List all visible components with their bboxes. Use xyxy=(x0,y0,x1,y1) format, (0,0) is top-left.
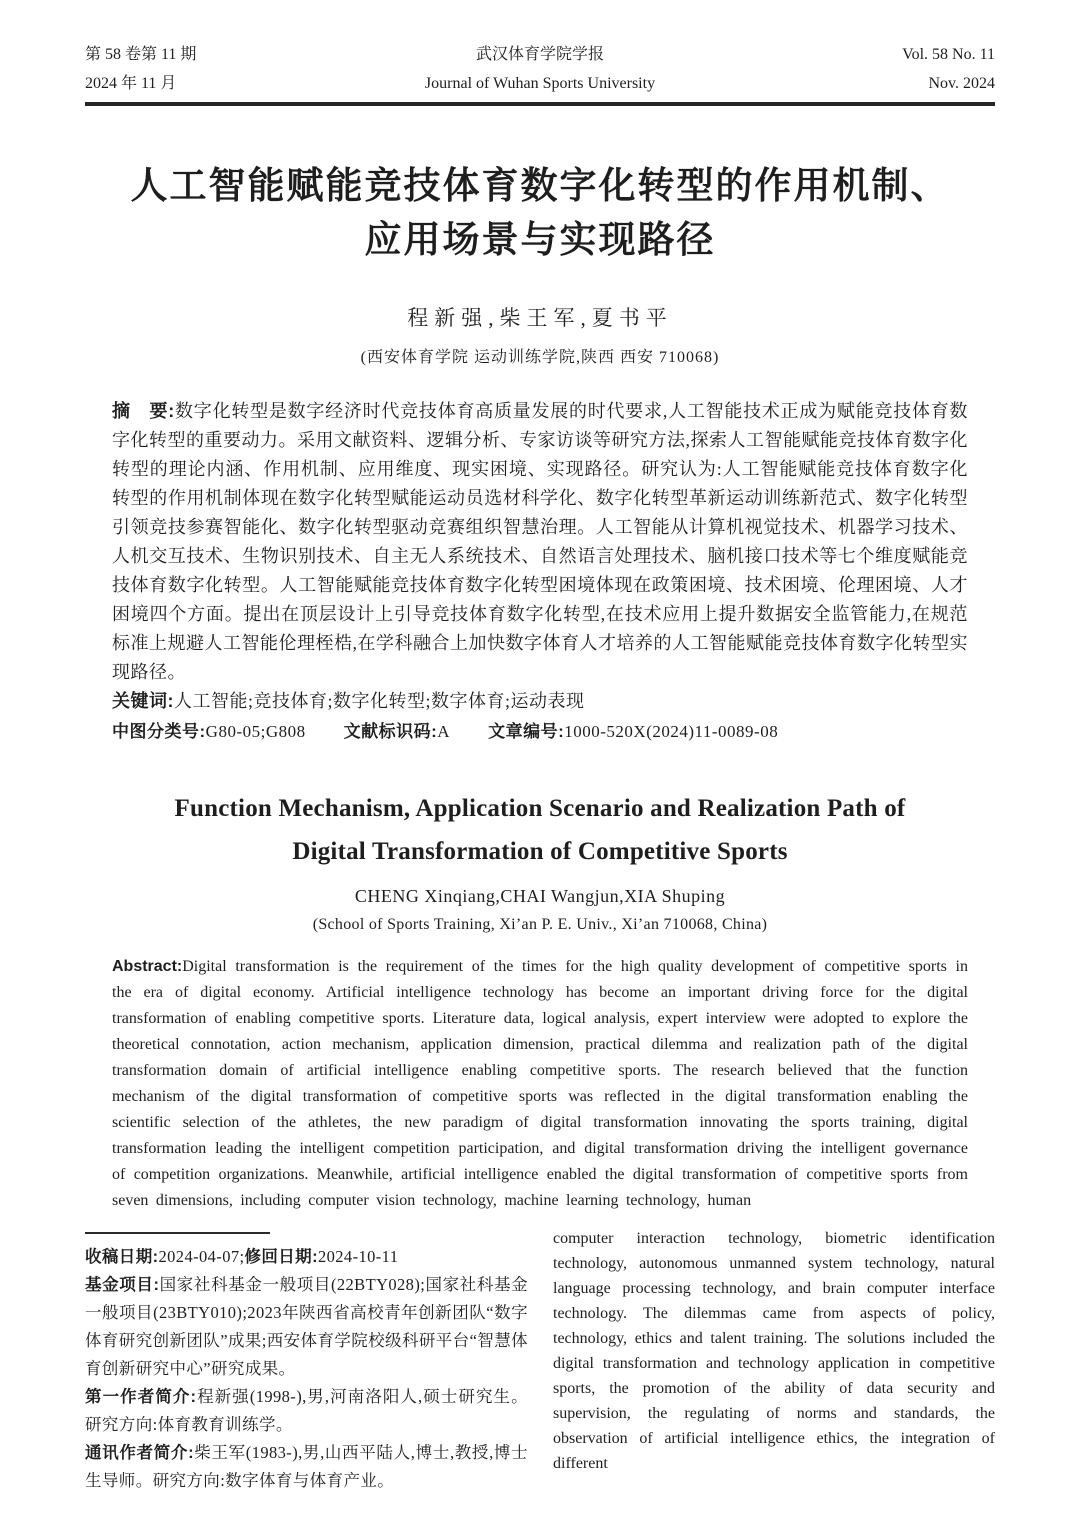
article-title-cn xyxy=(85,160,995,268)
article-title-en-line1: Function Mechanism, Application Scenario and Realization Path of xyxy=(174,795,906,822)
document-code-label: 文献标识码: xyxy=(343,722,438,741)
volume-issue-cn: 第 58 卷第 11 期 xyxy=(85,46,197,63)
revised-date-value: 2024-10-11 xyxy=(317,1247,399,1266)
article-title-cn-line2: 应用场景与实现路径 xyxy=(364,220,716,261)
abstract-label-cn: 摘 要: xyxy=(112,401,175,421)
fund-text: 国家社科基金一般项目(22BTY028);国家社科基金一般项目(23BTY010);2023年陕西省高校青年创新团队“数字体育研究创新团队”成果;西安体育学院校级科研平台“智慧体育创新研究中心”研究成果。 xyxy=(85,1275,529,1378)
clc-number xyxy=(112,722,306,741)
running-head-right xyxy=(655,40,995,98)
footnote-fund-line xyxy=(85,1271,528,1383)
footnote-separator-rule xyxy=(85,1232,270,1234)
affiliation-cn: (西安体育学院 运动训练学院,陕西 西安 710068) xyxy=(360,349,720,366)
footnote-first-author-line xyxy=(85,1383,528,1439)
journal-name-en: Journal of Wuhan Sports University xyxy=(424,75,656,92)
first-author-text: 程新强(1998-),男,河南洛阳人,硕士研究生。研究方向:体育教育训练学。 xyxy=(85,1387,529,1434)
journal-name-cn: 武汉体育学院学报 xyxy=(475,46,604,63)
authors-cn: 程新强,柴王军,夏书平 xyxy=(407,306,673,330)
abstract-en-continuation-column xyxy=(553,1226,995,1495)
abstract-paragraph-en xyxy=(112,954,968,1214)
fund-label: 基金项目: xyxy=(85,1276,160,1294)
volume-issue-en: Vol. 58 No. 11 xyxy=(902,46,995,63)
revised-date-label: 修回日期: xyxy=(244,1248,318,1266)
first-author-label: 第一作者简介: xyxy=(85,1388,197,1406)
header-divider-rule xyxy=(85,102,995,106)
article-title-cn-line1: 人工智能赋能竞技体育数字化转型的作用机制、 xyxy=(130,166,950,207)
article-title-en-line2: Digital Transformation of Competitive Sports xyxy=(292,838,788,865)
keywords-text: 人工智能;竞技体育;数字化转型;数字体育;运动表现 xyxy=(174,691,585,711)
keywords-line xyxy=(112,687,968,716)
abstract-text-en-continuation: computer interaction technology, biometric identification technology, autonomous unmanned system technology, natural language processing technology, and brain computer interface technology. The dilemmas came from aspects of policy, technology, ethics and talent training. The solutions included the digital transformation and technology application in competitive sports, the promotion of the ability of data security and supervision, the regulating of norms and standards, the observation of artificial intelligence ethics, the integration of different xyxy=(553,1230,995,1472)
article-id-label: 文章编号: xyxy=(488,722,565,741)
classification-line xyxy=(112,716,968,747)
received-date-value: 2024-04-07; xyxy=(158,1247,245,1266)
footnote-column xyxy=(85,1226,528,1495)
abstract-paragraph-cn xyxy=(112,397,968,687)
issue-date-en: Nov. 2024 xyxy=(928,75,995,92)
abstract-text-cn: 数字化转型是数字经济时代竞技体育高质量发展的时代要求,人工智能技术正成为赋能竞技体育数字化转型的重要动力。采用文献资料、逻辑分析、专家访谈等研究方法,探索人工智能赋能竞技体育数字化转型的理论内涵、作用机制、应用维度、现实困境、实现路径。研究认为:人工智能赋能竞技体育数字化转型的作用机制体现在数字化转型赋能运动员选材科学化、数字化转型革新运动训练新范式、数字化转型引领竞技参赛智能化、数字化转型驱动竞赛组织智慧治理。人工智能从计算机视觉技术、机器学习技术、人机交互技术、生物识别技术、自主无人系统技术、自然语言处理技术、脑机接口技术等七个维度赋能竞技体育数字化转型。人工智能赋能竞技体育数字化转型困境体现在政策困境、技术困境、伦理困境、人才困境四个方面。提出在顶层设计上引导竞技体育数字化转型,在技术应用上提升数据安全监管能力,在规范标准上规避人工智能伦理桎梏,在学科融合上加快数字体育人才培养的人工智能赋能竞技体育数字化转型实现路径。 xyxy=(112,401,968,682)
bottom-two-column-area xyxy=(85,1226,995,1495)
corresponding-author-text: 柴王军(1983-),男,山西平陆人,博士,教授,博士生导师。研究方向:数字体育与体育产业。 xyxy=(85,1443,528,1490)
running-head-left xyxy=(85,40,425,98)
article-id-value: 1000-520X(2024)11-0089-08 xyxy=(564,722,779,741)
article-title-en xyxy=(85,787,995,873)
clc-value: G80-05;G808 xyxy=(205,722,306,741)
authors-en: CHENG Xinqiang,CHAI Wangjun,XIA Shuping xyxy=(354,886,726,906)
document-code xyxy=(344,722,450,741)
running-head-center xyxy=(425,40,655,98)
footnote-corresponding-author-line xyxy=(85,1439,528,1495)
abstract-block-cn xyxy=(112,397,968,747)
article-id xyxy=(488,722,778,741)
journal-running-head xyxy=(85,40,995,98)
issue-date-cn: 2024 年 11 月 xyxy=(85,75,177,92)
abstract-label-en: Abstract: xyxy=(112,958,183,975)
affiliation-en: (School of Sports Training, Xi’an P. E. Univ., Xi’an 710068, China) xyxy=(312,916,768,933)
abstract-block-en xyxy=(112,954,968,1214)
keywords-label: 关键词: xyxy=(112,691,174,711)
clc-label: 中图分类号: xyxy=(112,722,206,741)
document-code-value: A xyxy=(437,722,451,741)
corresponding-author-label: 通讯作者简介: xyxy=(85,1444,194,1462)
received-date-label: 收稿日期: xyxy=(85,1248,159,1266)
abstract-text-en-main: Digital transformation is the requirement of the times for the high quality development of competitive sports in the era of digital economy. Artificial intelligence technology has become an important driving force for the digital transformation of enabling competitive sports. Literature data, logical analysis, expert interview were adopted to explore the theoretical connotation, action mechanism, application dimension, practical dilemma and realization path of the digital transformation domain of artificial intelligence enabling competitive sports. The research believed that the function mechanism of the digital transformation of competitive sports was reflected in the digital transformation enabling the scientific selection of the athletes, the new paradigm of digital transformation innovating the sports training, digital transformation leading the intelligent competition participation, and digital transformation driving the intelligent governance of competition organizations. Meanwhile, artificial intelligence enabled the digital transformation of competitive sports from seven dimensions, including computer vision technology, machine learning technology, human xyxy=(112,958,968,1209)
footnote-dates-line xyxy=(85,1243,528,1271)
